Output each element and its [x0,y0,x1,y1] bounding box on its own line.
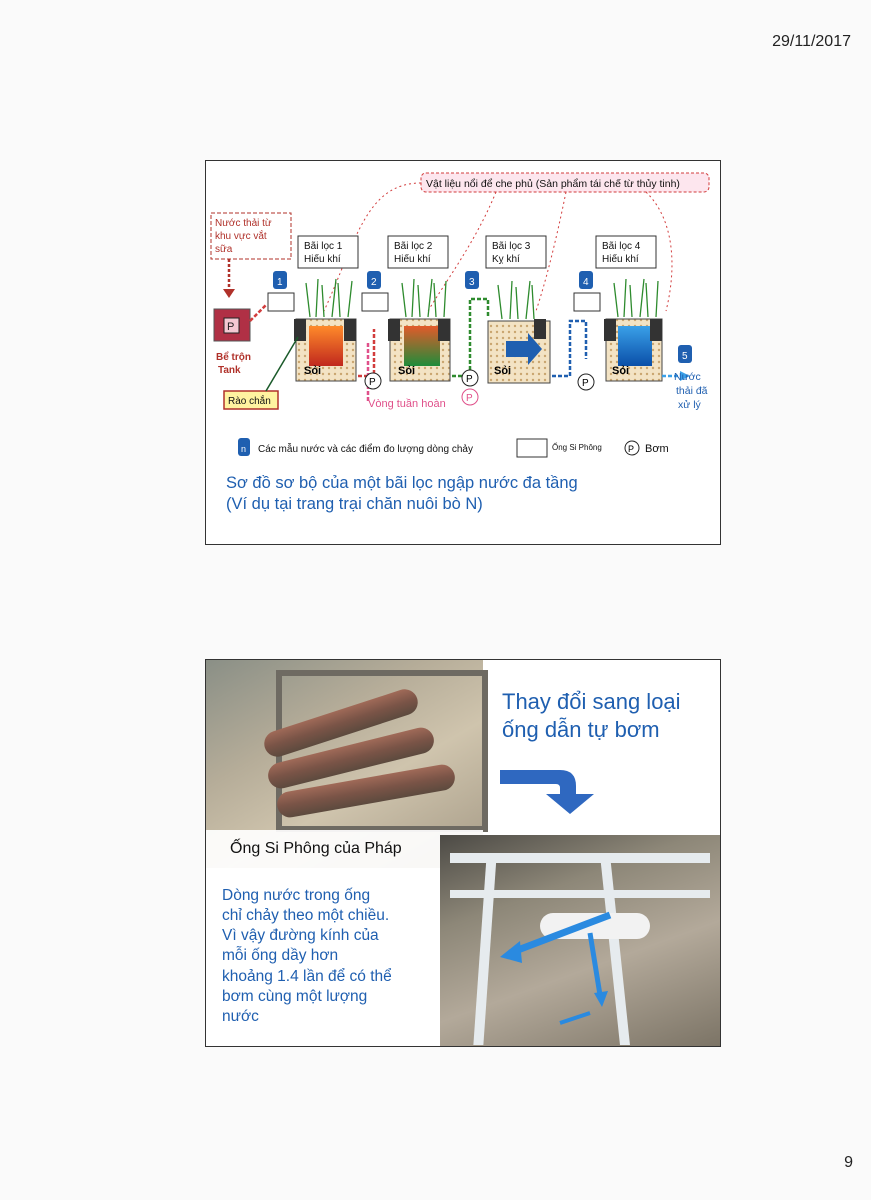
svg-text:P: P [466,393,473,404]
body-line: mỗi ống dầy hơn [222,947,339,965]
svg-text:P: P [628,444,635,454]
svg-text:P: P [582,378,589,389]
sample-point-5 [678,345,692,363]
svg-text:Sỏi: Sỏi [494,365,512,377]
source-line-2: khu vực vắt [215,231,267,242]
title-line-1: Thay đổi sang loại [502,689,681,714]
plants [306,279,658,319]
svg-text:P: P [466,374,473,385]
svg-text:Nước thải từ khu vực v [215,218,274,255]
svg-text:1: 1 [277,277,283,288]
tank-pump-symbol: P [227,321,235,333]
pump-3 [462,370,478,405]
body-line: bơm cùng một lượng [222,987,368,1005]
body-line: Vì vậy đường kính của [222,927,379,945]
svg-text:4: 4 [583,277,589,288]
sample-point-4 [579,271,593,289]
svg-text:3: 3 [469,277,475,288]
sample-point-2 [367,271,381,289]
slide1-caption [226,473,706,516]
floating-cover-label [421,173,709,192]
svg-text:Bãi lọc 2 Hiếu khí: Bãi lọc 2 Hiếu khí [394,241,433,265]
slide-wetland-diagram [205,160,721,545]
legend-sample-text: Các mẫu nước và các điểm đo lượng dòng chảy [258,444,473,455]
slide-siphon-pipes [205,659,721,1047]
title-line-2: ống dẫn tự bơm [502,716,660,742]
svg-text:Rào chắn: Rào chắn [228,396,271,407]
svg-text:P: P [369,377,376,388]
sample-point-3 [465,271,479,289]
body-line: khoảng 1.4 lần để có thể [222,967,392,985]
body-line: Dòng nước trong ống [222,887,371,904]
recirculation-label: Vòng tuần hoàn [368,398,446,410]
mix-tank [214,309,254,376]
body-line: nước [222,1007,259,1025]
floating-cover-text: Vật liệu nổi để che phủ (Sản phẩm tái chế từ thủy tinh) [426,178,680,190]
svg-text:Sỏi: Sỏi [398,365,416,377]
slide2-body [222,886,392,1027]
legend-pump-text: Bơm [645,443,669,455]
page-number: 9 [844,1154,853,1171]
outlet-label: Nước thải đã xử lý [674,371,708,411]
svg-text:2: 2 [371,277,377,288]
sample-point-1 [273,271,287,289]
legend [238,438,669,457]
caption-line-2: (Ví dụ tại trang trại chăn nuôi bò N) [226,495,483,514]
pump-4 [578,374,594,390]
svg-text:Bãi lọc 1 Hiếu khí: Bãi lọc 1 Hiếu khí [304,241,343,265]
svg-text:5: 5 [682,351,688,362]
slide2-title [502,688,681,743]
photo-self-pump-pipe [440,835,720,1046]
svg-text:Sỏi: Sỏi [304,365,322,377]
svg-text:Bãi lọc 4 Hiếu khí: Bãi lọc 4 Hiếu khí [602,241,641,265]
source-line-3: sữa [215,244,233,255]
legend-sample-icon: n [241,444,247,454]
slide2-textbox [206,868,440,1046]
mix-tank-line-1: Bể trộn [216,352,251,363]
svg-text:Sỏi: Sỏi [612,365,630,377]
wetland-diagram [206,161,720,461]
arrow-icon [498,764,608,816]
photo-label: Ống Si Phông của Pháp [206,830,483,868]
mix-tank-line-2: Tank [218,365,241,376]
svg-text:Bể trộn Tank [216,351,254,376]
legend-siphon-text: Ống Si Phông [552,443,602,452]
filter-bed-4 [596,236,662,381]
pump-2 [365,373,381,389]
header-date: 29/11/2017 [772,33,851,50]
caption-line-1: Sơ đồ sơ bộ của một bãi lọc ngập nước đa tầng [226,474,578,492]
flow-arrows [440,835,720,1046]
down-right-arrow [498,764,608,821]
body-line: chỉ chảy theo một chiều. [222,907,390,925]
source-line-1: Nước thải từ [215,218,272,229]
svg-text:Bãi lọc 3 Kỵ khí: Bãi lọc 3 Kỵ khí [492,241,531,265]
